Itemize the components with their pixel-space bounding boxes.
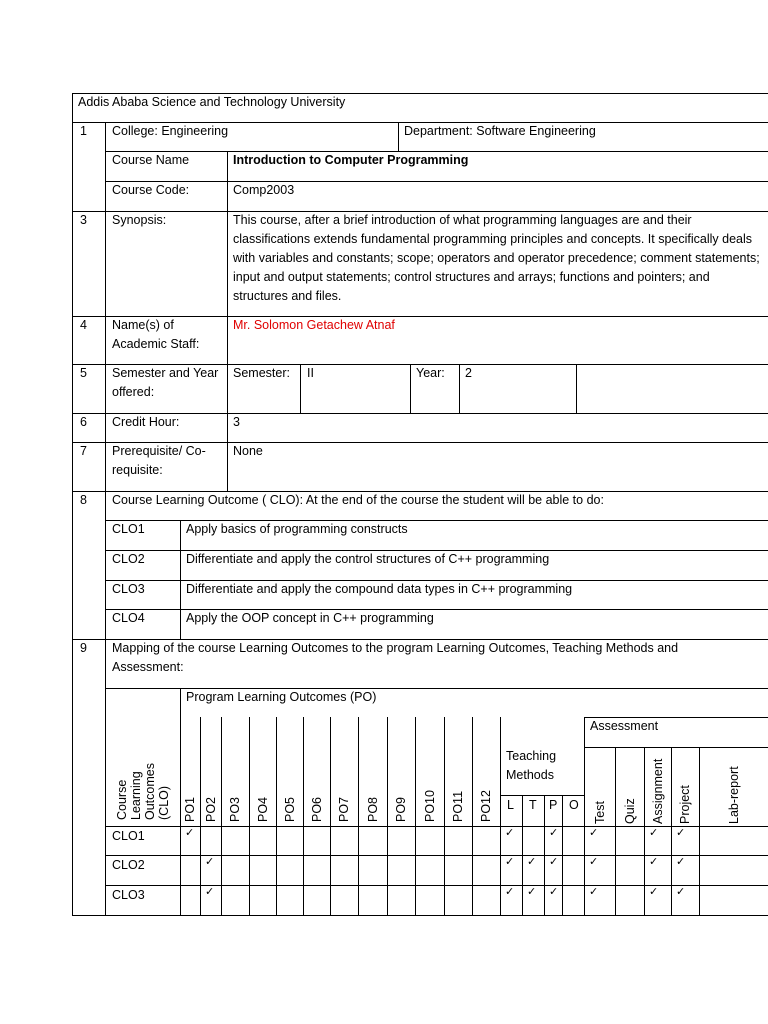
check-mark-icon: ✓ (549, 827, 559, 839)
clo-code: CLO1 (112, 522, 145, 536)
po-column-header: PO12 (479, 790, 493, 822)
clo-code: CLO2 (112, 552, 145, 566)
synopsis-label: Synopsis: (112, 213, 167, 227)
academic-staff-value: Mr. Solomon Getachew Atnaf (233, 318, 395, 332)
row-number: 7 (80, 444, 87, 458)
teaching-column-header: T (529, 798, 537, 812)
po-column-header: PO1 (183, 796, 197, 822)
course-code-label: Course Code: (112, 183, 190, 197)
course-code-value: Comp2003 (233, 183, 295, 197)
po-column-header: PO9 (394, 796, 408, 822)
teaching-column-header: P (549, 798, 558, 812)
clo-text: Apply the OOP concept in C++ programming (186, 611, 434, 625)
check-mark-icon: ✓ (549, 856, 559, 868)
row-number: 4 (80, 318, 87, 332)
check-mark-icon: ✓ (549, 886, 559, 898)
course-name-value: Introduction to Computer Programming (233, 153, 469, 167)
mapping-clo-label: CLO1 (112, 829, 145, 843)
course-name-label: Course Name (112, 153, 190, 167)
academic-staff-label: Name(s) of Academic Staff: (112, 318, 200, 351)
year-value: 2 (465, 366, 472, 380)
po-header: Program Learning Outcomes (PO) (186, 690, 377, 704)
check-mark-icon: ✓ (505, 827, 515, 839)
assessment-column-header: Test (592, 801, 607, 824)
teaching-column-header: O (569, 798, 579, 812)
check-mark-icon: ✓ (649, 856, 659, 868)
clo-text: Differentiate and apply the control structures of C++ programming (186, 552, 550, 566)
clo-code: CLO3 (112, 582, 145, 596)
prerequisite-value: None (233, 444, 263, 458)
row-number: 3 (80, 213, 87, 227)
check-mark-icon: ✓ (676, 856, 686, 868)
assessment-column-header: Lab-report (726, 766, 741, 824)
check-mark-icon: ✓ (589, 886, 599, 898)
synopsis-text: This course, after a brief introduction of what programming languages are and their classifications extends fundamental programming principles and concepts. It specifically deals with variables and constants; scope; operators and operator precedence; comment statements; input and output statements; control structures and arrays; functions and pointers; and structures and files. (233, 213, 760, 303)
check-mark-icon: ✓ (649, 886, 659, 898)
po-column-header: PO7 (337, 796, 351, 822)
credit-hour-value: 3 (233, 415, 240, 429)
assessment-header: Assessment (590, 719, 659, 733)
row-number: 9 (80, 641, 87, 655)
po-column-header: PO4 (255, 796, 270, 822)
row-number: 8 (80, 493, 87, 507)
assessment-column-header: Project (678, 785, 692, 824)
po-column-header: PO10 (422, 790, 437, 822)
check-mark-icon: ✓ (589, 827, 599, 839)
row-number: 1 (80, 124, 87, 138)
semester-value: II (307, 366, 314, 380)
clo-text: Differentiate and apply the compound data types in C++ programming (186, 582, 573, 596)
check-mark-icon: ✓ (205, 886, 215, 898)
clo-text: Apply basics of programming constructs (186, 522, 408, 536)
po-column-header: PO6 (309, 796, 324, 822)
clo-code: CLO4 (112, 611, 145, 625)
semester-year-label: Semester and Year offered: (112, 366, 219, 399)
check-mark-icon: ✓ (185, 827, 195, 839)
check-mark-icon: ✓ (676, 827, 686, 839)
department-label: Department: Software Engineering (404, 124, 596, 138)
po-column-header: PO2 (203, 796, 218, 822)
check-mark-icon: ✓ (676, 886, 686, 898)
check-mark-icon: ✓ (527, 856, 537, 868)
year-label: Year: (416, 366, 445, 380)
assessment-column-header: Assignment (650, 758, 665, 824)
check-mark-icon: ✓ (527, 886, 537, 898)
check-mark-icon: ✓ (505, 856, 515, 868)
check-mark-icon: ✓ (649, 827, 659, 839)
teaching-methods-header: Teaching Methods (506, 749, 557, 782)
teaching-column-header: L (507, 798, 514, 812)
check-mark-icon: ✓ (589, 856, 599, 868)
po-column-header: PO3 (228, 796, 242, 822)
po-column-header: PO8 (365, 796, 380, 822)
po-column-header: PO11 (451, 790, 465, 822)
row-number: 6 (80, 415, 87, 429)
assessment-column-header: Quiz (622, 798, 637, 824)
clo-column-header: Course Learning Outcomes (CLO) (115, 763, 171, 820)
semester-label: Semester: (233, 366, 290, 380)
credit-hour-label: Credit Hour: (112, 415, 180, 429)
mapping-intro: Mapping of the course Learning Outcomes to the program Learning Outcomes, Teaching Methods and Assessment: (112, 641, 679, 674)
mapping-clo-label: CLO3 (112, 888, 145, 902)
mapping-clo-label: CLO2 (112, 858, 145, 872)
clo-intro: Course Learning Outcome ( CLO): At the end of the course the student will be able to do: (112, 493, 604, 507)
prerequisite-label: Prerequisite/ Co-requisite: (112, 444, 206, 477)
check-mark-icon: ✓ (505, 886, 515, 898)
college-label: College: Engineering (112, 124, 229, 138)
check-mark-icon: ✓ (205, 856, 215, 868)
po-column-header: PO5 (282, 796, 297, 822)
row-number: 5 (80, 366, 87, 380)
university-title: Addis Ababa Science and Technology University (78, 95, 346, 109)
